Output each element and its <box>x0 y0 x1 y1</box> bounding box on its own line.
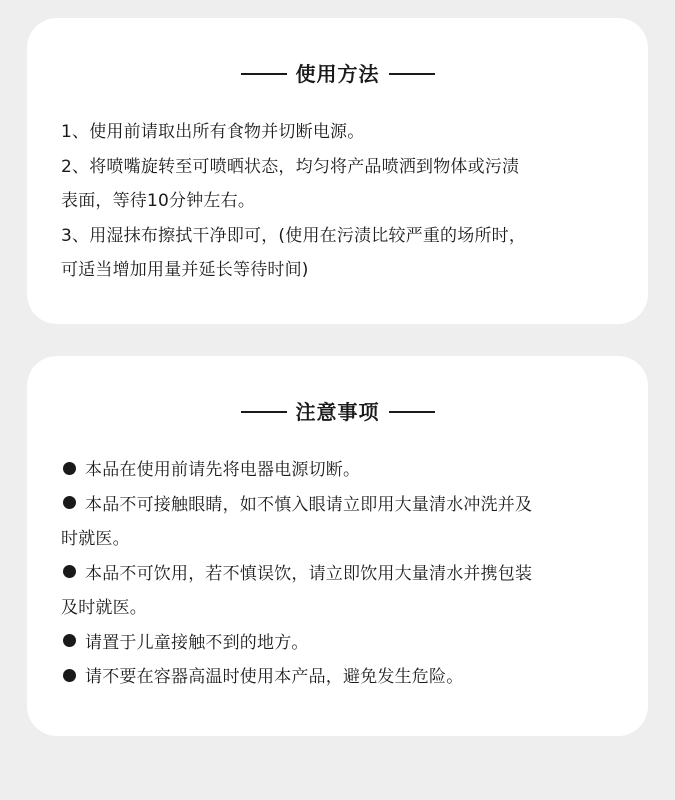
bullet-icon <box>63 634 76 647</box>
usage-step-2-line-1: 2、将喷嘴旋转至可喷晒状态，均匀将产品喷洒到物体或污渍 <box>61 156 520 177</box>
usage-title <box>27 60 648 88</box>
title-dash-left <box>241 411 287 413</box>
note-item-2 <box>61 488 618 523</box>
usage-step-1-line-1: 1、使用前请取出所有食物并切断电源。 <box>61 122 365 142</box>
note-item-1-line-1: 本品在使用前请先将电器电源切断。 <box>85 460 361 480</box>
note-item-4-line-1: 请置于儿童接触不到的地方。 <box>85 632 309 653</box>
notes-title-text: 注意事项 <box>295 400 380 424</box>
usage-instructions-card <box>27 18 648 324</box>
notes-title <box>27 398 648 426</box>
bullet-icon <box>63 669 76 682</box>
usage-step-3-line-1: 3、用湿抹布擦拭干净即可，(使用在污渍比较严重的场所时， <box>61 225 527 246</box>
title-dash-left <box>241 73 287 75</box>
note-item-3 <box>61 557 618 592</box>
note-item-5-line-1: 请不要在容器高温时使用本产品，避免发生危险。 <box>85 667 464 687</box>
note-item-1 <box>61 453 618 488</box>
note-item-3-line-2: 及时就医。 <box>61 598 147 618</box>
usage-title-text: 使用方法 <box>295 62 380 86</box>
bullet-icon <box>63 496 76 509</box>
note-item-2-line-1: 本品不可接触眼睛，如不慎入眼请立即用大量清水冲洗并及 <box>85 494 533 515</box>
note-item-4 <box>61 626 618 661</box>
usage-steps-list <box>61 115 618 288</box>
note-item-3-line-1: 本品不可饮用，若不慎误饮，请立即饮用大量清水并携包装 <box>85 563 533 584</box>
bullet-icon <box>63 462 76 475</box>
title-dash-right <box>389 73 435 75</box>
note-item-2-line-2: 时就医。 <box>61 529 130 549</box>
note-item-5 <box>61 660 618 695</box>
precautions-list <box>61 453 618 695</box>
usage-step-2-line-2: 表面，等待10分钟左右。 <box>61 191 256 211</box>
title-dash-right <box>389 411 435 413</box>
precautions-card <box>27 356 648 736</box>
usage-step-3-line-2: 可适当增加用量并延长等待时间) <box>61 260 309 280</box>
bullet-icon <box>63 565 76 578</box>
